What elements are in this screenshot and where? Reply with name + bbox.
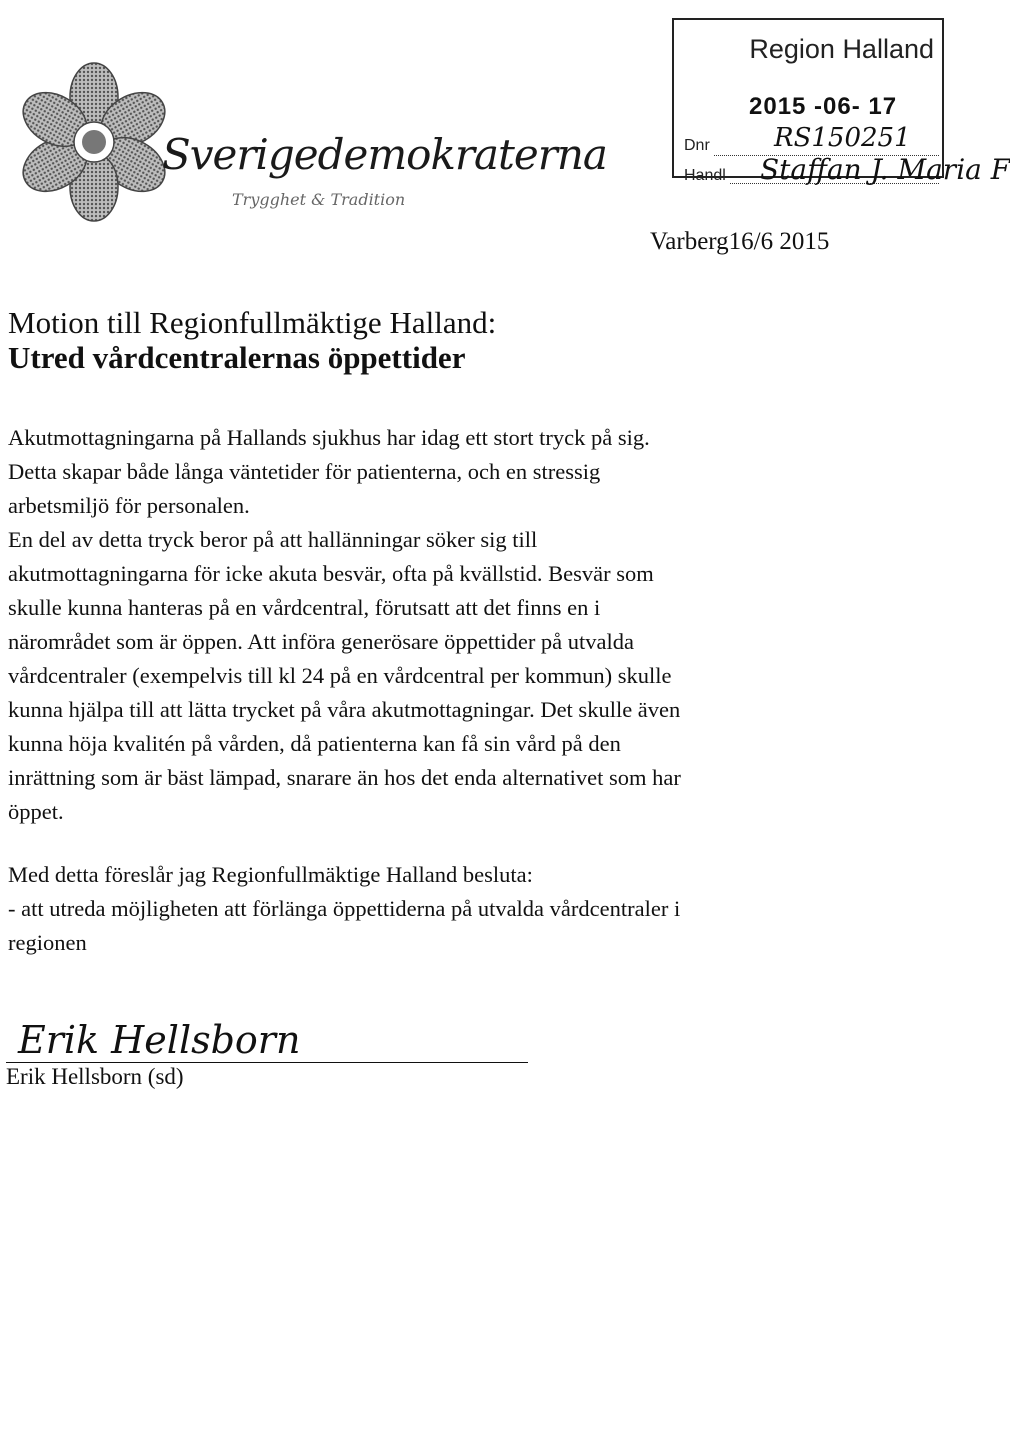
stamp-handl-label: Handl: [684, 167, 726, 184]
body-line: En del av detta tryck beror på att hallänningar söker sig till: [8, 527, 538, 552]
body-line: kunna höja kvalitén på vården, då patienterna kan få sin vård på den: [8, 731, 621, 756]
body-line: närområdet som är öppen. Att införa generösare öppettider på utvalda: [8, 629, 635, 654]
body-line: inrättning som är bäst lämpad, snarare än hos det enda alternativet som har: [8, 765, 681, 790]
stamp-dnr-label: Dnr: [684, 137, 710, 154]
signature-line: [6, 1062, 528, 1063]
registration-stamp: [672, 18, 1010, 186]
stamp-title: Region Halland: [749, 34, 934, 64]
motion-subtitle: Utred vårdcentralernas öppettider: [8, 340, 466, 375]
motion-title: Motion till Regionfullmäktige Halland:: [8, 305, 497, 340]
stamp-handl-value: Staffan J. Maria F: [760, 153, 1010, 186]
body-line: skulle kunna hanteras på en vårdcentral, förutsatt att det finns en i: [8, 595, 601, 620]
proposal-line: Med detta föreslår jag Regionfullmäktige Halland besluta:: [8, 862, 533, 887]
logo-wordmark: Sverigedemokraterna: [162, 130, 607, 179]
party-logo: [22, 60, 607, 230]
motion-proposal: [8, 858, 908, 960]
handwritten-signature: Erik Hellsborn: [18, 1018, 301, 1062]
stamp-dnr-value: RS150251: [774, 123, 911, 153]
body-line: Akutmottagningarna på Hallands sjukhus har idag ett stort tryck på sig.: [8, 425, 650, 450]
body-line: öppet.: [8, 799, 64, 824]
proposal-line: - att utreda möjligheten att förlänga öppettiderna på utvalda vårdcentraler i: [8, 896, 681, 921]
place-and-date: Varberg16/6 2015: [650, 228, 830, 255]
logo-tagline: Trygghet & Tradition: [232, 190, 406, 209]
motion-body: [8, 421, 908, 829]
body-line: vårdcentraler (exempelvis till kl 24 på en vårdcentral per kommun) skulle: [8, 663, 672, 688]
signer-name: Erik Hellsborn (sd): [6, 1064, 184, 1089]
body-line: Detta skapar både långa väntetider för patienterna, och en stressig: [8, 459, 601, 484]
stamp-date: 2015 -06- 17: [749, 93, 898, 120]
anemone-flower-icon: [22, 60, 172, 230]
body-line: arbetsmiljö för personalen.: [8, 493, 250, 518]
proposal-line: regionen: [8, 930, 87, 955]
body-line: kunna hjälpa till att lätta trycket på våra akutmottagningar. Det skulle även: [8, 697, 681, 722]
body-line: akutmottagningarna för icke akuta besvär, ofta på kvällstid. Besvär som: [8, 561, 654, 586]
